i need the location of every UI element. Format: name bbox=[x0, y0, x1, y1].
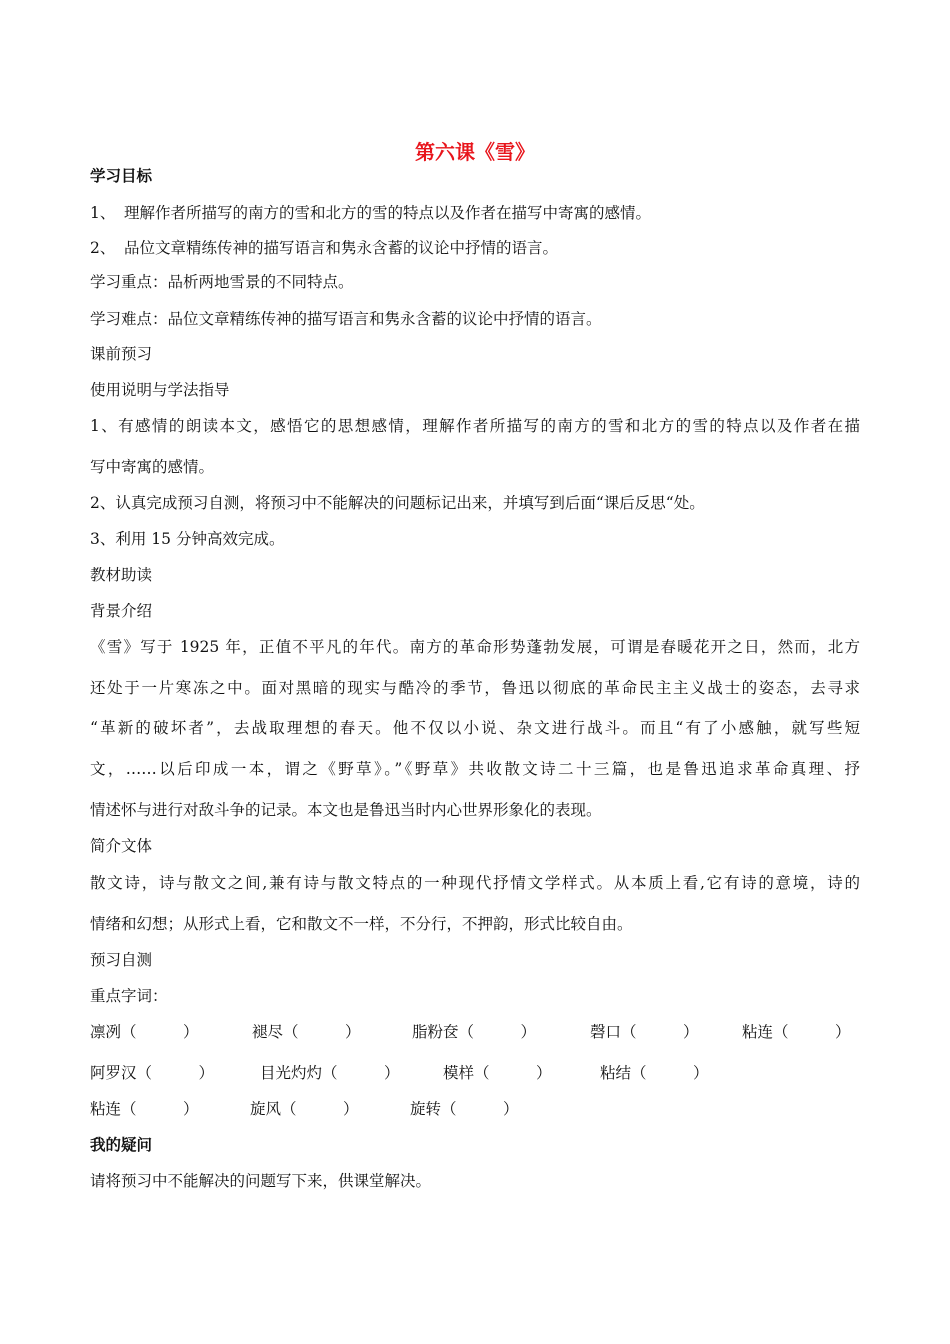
goals-heading: 学习目标 bbox=[90, 167, 153, 185]
vocab-item: 目光灼灼（ ） bbox=[260, 1064, 400, 1082]
goal-1-text: 理解作者所描写的南方的雪和北方的雪的特点以及作者在描写中寄寓的感情。 bbox=[124, 204, 652, 222]
vocab-item: 粘连（ ） bbox=[742, 1023, 851, 1041]
genre-heading: 简介文体 bbox=[90, 837, 153, 855]
background-line: 文，……以后印成一本，谓之《野草》。”《野草》共收散文诗二十三篇，也是鲁迅追求革命真理、抒 bbox=[90, 760, 860, 778]
textbook-help-heading: 教材助读 bbox=[90, 566, 153, 584]
vocab-item: 凛冽（ ） bbox=[90, 1023, 199, 1041]
goal-1 bbox=[90, 203, 860, 223]
usage-3: 3、利用 15 分钟高效完成。 bbox=[90, 530, 285, 548]
page-title: 第六课《雪》 bbox=[415, 140, 535, 164]
vocab-item: 粘结（ ） bbox=[600, 1064, 709, 1082]
vocab-item: 旋风（ ） bbox=[250, 1100, 359, 1118]
self-test-heading: 预习自测 bbox=[90, 951, 153, 969]
questions-heading: 我的疑问 bbox=[90, 1136, 153, 1154]
genre-line-1: 散文诗，诗与散文之间,兼有诗与散文特点的一种现代抒情文学样式。从本质上看,它有诗的意境，诗的 bbox=[90, 874, 860, 892]
usage-1-line-1: 1、有感情的朗读本文，感悟它的思想感情，理解作者所描写的南方的雪和北方的雪的特点以及作者在描 bbox=[90, 417, 860, 435]
vocab-item: 磬口（ ） bbox=[590, 1023, 699, 1041]
genre-line-2: 情绪和幻想；从形式上看，它和散文不一样，不分行，不押韵，形式比较自由。 bbox=[90, 915, 633, 933]
preview-heading: 课前预习 bbox=[90, 345, 153, 363]
questions-text: 请将预习中不能解决的问题写下来，供课堂解决。 bbox=[90, 1172, 432, 1190]
key-point: 学习重点：品析两地雪景的不同特点。 bbox=[90, 273, 354, 291]
background-line: 情述怀与进行对敌斗争的记录。本文也是鲁迅当时内心世界形象化的表现。 bbox=[90, 801, 602, 819]
goal-2-text: 品位文章精练传神的描写语言和隽永含蓄的议论中抒情的语言。 bbox=[124, 239, 559, 257]
background-line: 《雪》写于 1925 年，正值不平凡的年代。南方的革命形势蓬勃发展，可谓是春暖花开之日，然而，北方 bbox=[90, 638, 860, 656]
vocab-item: 褪尽（ ） bbox=[252, 1023, 361, 1041]
usage-heading: 使用说明与学法指导 bbox=[90, 381, 230, 399]
goal-1-number: 1、 bbox=[90, 204, 116, 222]
vocab-item: 旋转（ ） bbox=[410, 1100, 519, 1118]
background-line: “革新的破坏者”，去战取理想的春天。他不仅以小说、杂文进行战斗。而且“有了小感触，就写些短 bbox=[90, 719, 860, 737]
vocab-item: 模样（ ） bbox=[443, 1064, 552, 1082]
usage-1-line-2: 写中寄寓的感情。 bbox=[90, 458, 215, 476]
key-words-heading: 重点字词： bbox=[90, 987, 168, 1005]
vocab-item: 粘连（ ） bbox=[90, 1100, 199, 1118]
vocab-item: 脂粉奁（ ） bbox=[412, 1023, 537, 1041]
vocab-item: 阿罗汉（ ） bbox=[90, 1064, 215, 1082]
goal-2 bbox=[90, 238, 860, 258]
background-line: 还处于一片寒冻之中。面对黑暗的现实与酷冷的季节，鲁迅以彻底的革命民主主义战士的姿态，去寻求 bbox=[90, 679, 860, 697]
goal-2-number: 2、 bbox=[90, 239, 116, 257]
usage-2: 2、认真完成预习自测，将预习中不能解决的问题标记出来，并填写到后面“课后反思“处。 bbox=[90, 494, 705, 512]
difficulty: 学习难点：品位文章精练传神的描写语言和隽永含蓄的议论中抒情的语言。 bbox=[90, 310, 602, 328]
background-heading: 背景介绍 bbox=[90, 602, 153, 620]
